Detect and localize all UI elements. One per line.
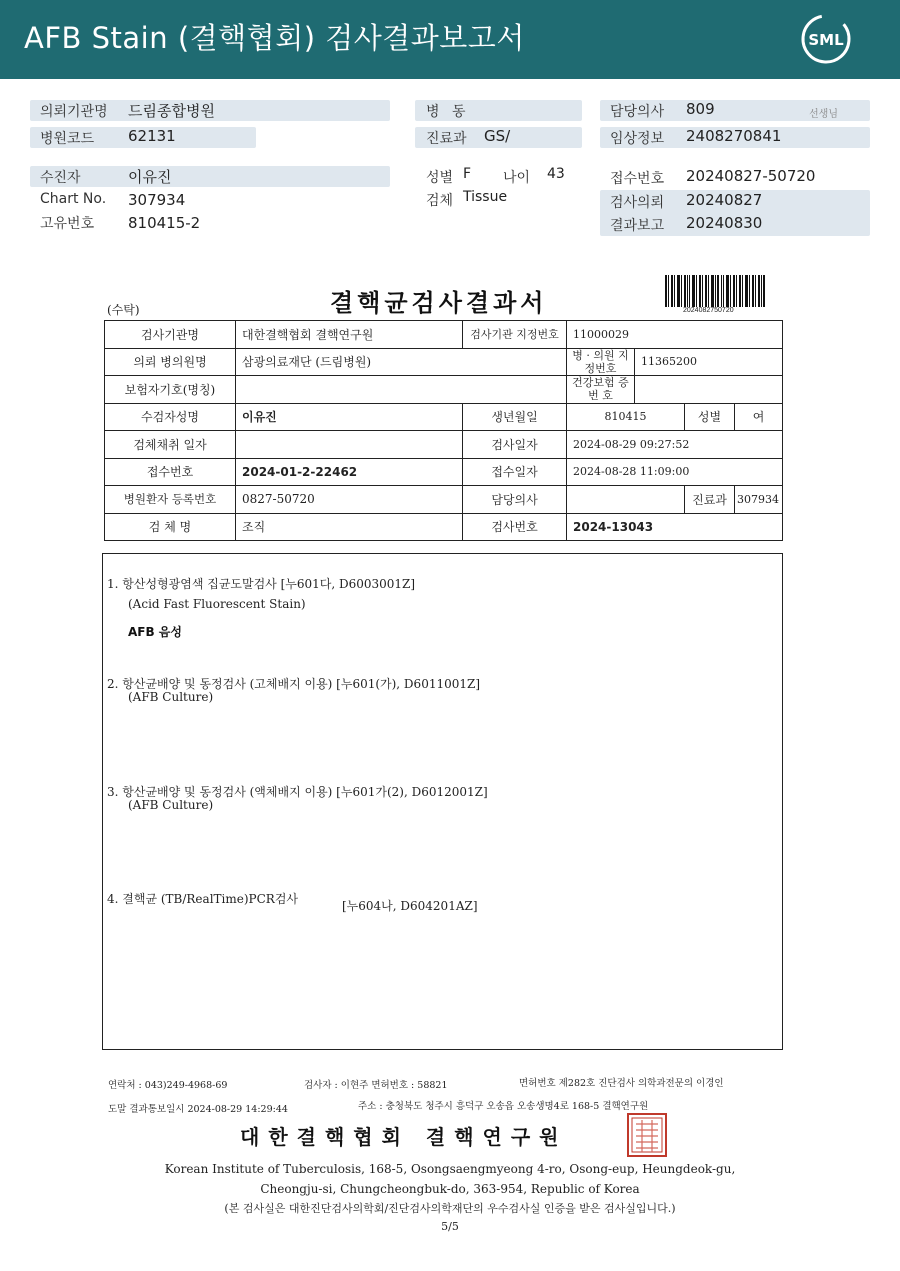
test-no-label: 검사번호 [463, 513, 567, 541]
lab-no-value: 11000029 [567, 321, 783, 349]
sml-logo-icon [800, 13, 852, 65]
item-2-subtitle: (AFB Culture) [128, 690, 214, 704]
hosp-no-value: 11365200 [635, 348, 783, 376]
specimen-value: Tissue [463, 189, 508, 205]
test-no-value: 2024-13043 [567, 513, 783, 541]
name-value: 이유진 [236, 403, 463, 431]
dept-cell-label: 진료과 [685, 486, 735, 514]
item-4-code: [누604나, D604201AZ] [342, 899, 478, 913]
name-label: 수검자성명 [105, 403, 236, 431]
barcode-icon [665, 275, 765, 307]
footer-address-kr: 주소 : 충청북도 청주시 흥덕구 오송읍 오송생명4로 168-5 결핵연구원 [358, 1101, 649, 1112]
item-3-subtitle: (AFB Culture) [128, 798, 214, 812]
chart-label: Chart No. [40, 191, 107, 207]
page-number: 5/5 [441, 1220, 459, 1233]
recv-no-value: 2024-01-2-22462 [236, 458, 463, 486]
footer-contact: 연락처 : 043)249-4968-69 [108, 1080, 228, 1091]
hosp-no-label: 병 · 의원 지정번호 [567, 348, 635, 376]
insured-label: 보험자기호(명칭) [105, 376, 236, 404]
test-date-value: 2024-08-29 09:27:52 [567, 431, 783, 459]
doctor-label: 담당의사 [610, 104, 665, 120]
item-1-subtitle: (Acid Fast Fluorescent Stain) [128, 597, 306, 611]
ward-label: 병 동 [426, 104, 470, 120]
sex-cell-label: 성별 [685, 403, 735, 431]
footer-certification: (본 검사실은 대한진단검사의학회/진단검사의학재단의 우수검사실 인증을 받은 검사실입니다.) [224, 1202, 676, 1215]
clinical-value: 2408270841 [686, 127, 782, 145]
footer-license: 면허번호 제282호 진단검사 의학과전문의 이경인 [519, 1078, 724, 1089]
item-3-title: 3. 항산균배양 및 동정검사 (액체배지 이용) [누601가(2), D6012001Z] [107, 785, 488, 799]
id-value: 810415-2 [128, 214, 201, 232]
patient-label: 수진자 [40, 170, 81, 186]
table-row [105, 486, 783, 514]
recv-no-label: 접수번호 [105, 458, 236, 486]
item-2-title: 2. 항산균배양 및 동정검사 (고체배지 이용) [누601(가), D6011001Z] [107, 677, 481, 691]
patient-value: 이유진 [128, 168, 172, 186]
code-value: 62131 [128, 127, 176, 145]
hosp-label: 의뢰 병의원명 [105, 348, 236, 376]
svg-text:SML: SML [808, 31, 844, 49]
table-row [105, 403, 783, 431]
form-tag: (수탁) [107, 303, 140, 317]
id-label: 고유번호 [40, 216, 95, 232]
sex-value: F [463, 166, 472, 182]
dept-cell-value: 307934 [735, 486, 783, 514]
item-4-title: 4. 결핵균 (TB/RealTime)PCR검사 [107, 892, 299, 906]
footer-address-en-1: Korean Institute of Tuberculosis, 168-5, Osongsaengmyeong 4-ro, Osong-eup, Heungdeok-gu, [164, 1162, 736, 1176]
doc-value [567, 486, 685, 514]
report-label: 결과보고 [610, 218, 665, 234]
footer-address-en-2: Cheongju-si, Chungcheongbuk-do, 363-954, Republic of Korea [260, 1182, 640, 1196]
dob-label: 생년월일 [463, 403, 567, 431]
org-label: 의뢰기관명 [40, 104, 108, 120]
code-label: 병원코드 [40, 131, 95, 147]
table-row [105, 376, 783, 404]
specimen-label: 검체 [426, 193, 454, 209]
item-1-result: AFB 음성 [128, 625, 182, 639]
lab-value: 대한결핵협회 결핵연구원 [236, 321, 463, 349]
patient-row [30, 166, 390, 187]
report-header [0, 0, 900, 79]
result-form-table [104, 320, 783, 541]
table-row [105, 348, 783, 376]
dept-label: 진료과 [426, 131, 467, 147]
reception-label: 접수번호 [610, 171, 665, 187]
lab-label: 검사기관명 [105, 321, 236, 349]
hosp-value: 삼광의료재단 (드림병원) [236, 348, 567, 376]
report-value: 20240830 [686, 214, 763, 232]
dob-value: 810415 [567, 403, 685, 431]
lab-no-label: 검사기관 지정번호 [463, 321, 567, 349]
footer-report-time: 도말 결과통보일시 2024-08-29 14:29:44 [108, 1104, 288, 1115]
health-label: 건강보험 증 번 호 [567, 376, 635, 404]
table-row [105, 431, 783, 459]
health-value [635, 376, 783, 404]
form-title: 결핵균검사결과서 [330, 288, 548, 317]
spec-label: 검 체 명 [105, 513, 236, 541]
doctor-suffix: 선생님 [809, 109, 838, 120]
clinical-label: 임상정보 [610, 131, 665, 147]
test-date-label: 검사일자 [463, 431, 567, 459]
insured-value [236, 376, 567, 404]
request-label: 검사의뢰 [610, 195, 665, 211]
age-label: 나이 [503, 170, 531, 186]
footer-org-name: 대한결핵협회 결핵연구원 [240, 1125, 568, 1149]
report-title: AFB Stain (결핵협회) 검사결과보고서 [24, 21, 525, 55]
table-row [105, 513, 783, 541]
dept-value: GS/ [484, 127, 511, 145]
collect-value [236, 431, 463, 459]
collect-label: 검체채취 일자 [105, 431, 236, 459]
barcode-number: 2024082750720 [683, 307, 734, 314]
request-value: 20240827 [686, 191, 763, 209]
age-value: 43 [547, 166, 565, 182]
doctor-value: 809 [686, 100, 715, 118]
table-row [105, 458, 783, 486]
sex-label: 성별 [426, 170, 454, 186]
item-1-title: 1. 항산성형광염색 집균도말검사 [누601다, D6003001Z] [107, 577, 416, 591]
reception-value: 20240827-50720 [686, 167, 816, 185]
footer-examiner: 검사자 : 이현주 면허번호 : 58821 [304, 1080, 448, 1091]
org-value: 드림종합병원 [128, 102, 215, 120]
reg-value: 0827-50720 [236, 486, 463, 514]
recv-date-value: 2024-08-28 11:09:00 [567, 458, 783, 486]
doc-label: 담당의사 [463, 486, 567, 514]
sex-cell-value: 여 [735, 403, 783, 431]
reg-label: 병원환자 등록번호 [105, 486, 236, 514]
recv-date-label: 접수일자 [463, 458, 567, 486]
table-row [105, 321, 783, 349]
spec-value: 조직 [236, 513, 463, 541]
official-seal-icon [626, 1112, 668, 1158]
chart-value: 307934 [128, 191, 186, 209]
